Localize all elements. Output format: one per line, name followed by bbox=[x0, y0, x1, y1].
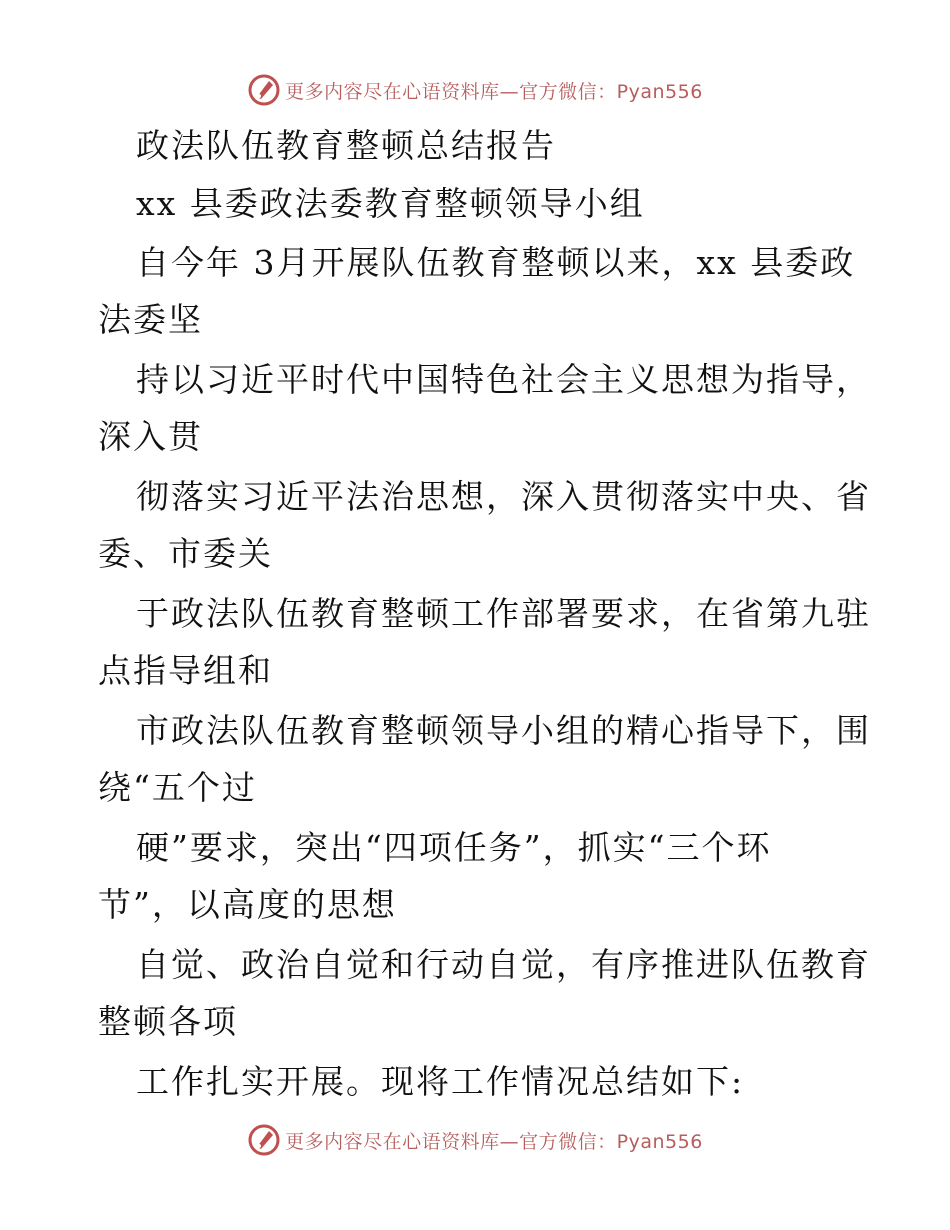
paragraph-line: 深入贯 bbox=[98, 417, 203, 456]
paragraph-line: 绕“五个过 bbox=[98, 768, 257, 807]
footer-banner-text: 更多内容尽在心语资料库—官方微信：Pyan556 bbox=[285, 1130, 703, 1153]
paragraph-line: 节”，以高度的思想 bbox=[98, 885, 397, 924]
paragraph-line: 市政法队伍教育整顿领导小组的精心指导下，围 bbox=[136, 711, 871, 750]
document-title: 政法队伍教育整顿总结报告 bbox=[136, 126, 556, 165]
paragraph-line: 整顿各项 bbox=[98, 1002, 238, 1041]
paragraph-line: 委、市委关 bbox=[98, 534, 273, 573]
paragraph-line: 于政法队伍教育整顿工作部署要求，在省第九驻 bbox=[136, 594, 871, 633]
paragraph-line: 法委坚 bbox=[98, 300, 203, 339]
paragraph-line: 彻落实习近平法治思想，深入贯彻落实中央、省 bbox=[136, 477, 871, 516]
document-author: xx 县委政法委教育整顿领导小组 bbox=[136, 184, 645, 223]
paragraph-line: 持以习近平时代中国特色社会主义思想为指导， bbox=[136, 360, 871, 399]
header-banner-text: 更多内容尽在心语资料库—官方微信：Pyan556 bbox=[285, 80, 703, 103]
paragraph-line: 工作扎实开展。现将工作情况总结如下: bbox=[136, 1062, 745, 1101]
paragraph-line: 点指导组和 bbox=[98, 651, 273, 690]
pen-nib-logo-icon bbox=[247, 1123, 281, 1157]
paragraph-line: 自今年 3月开展队伍教育整顿以来，xx 县委政 bbox=[136, 243, 856, 282]
paragraph-line: 自觉、政治自觉和行动自觉，有序推进队伍教育 bbox=[136, 945, 871, 984]
footer-banner bbox=[0, 1120, 950, 1160]
paragraph-line: 硬”要求，突出“四项任务”，抓实“三个环 bbox=[136, 828, 772, 867]
